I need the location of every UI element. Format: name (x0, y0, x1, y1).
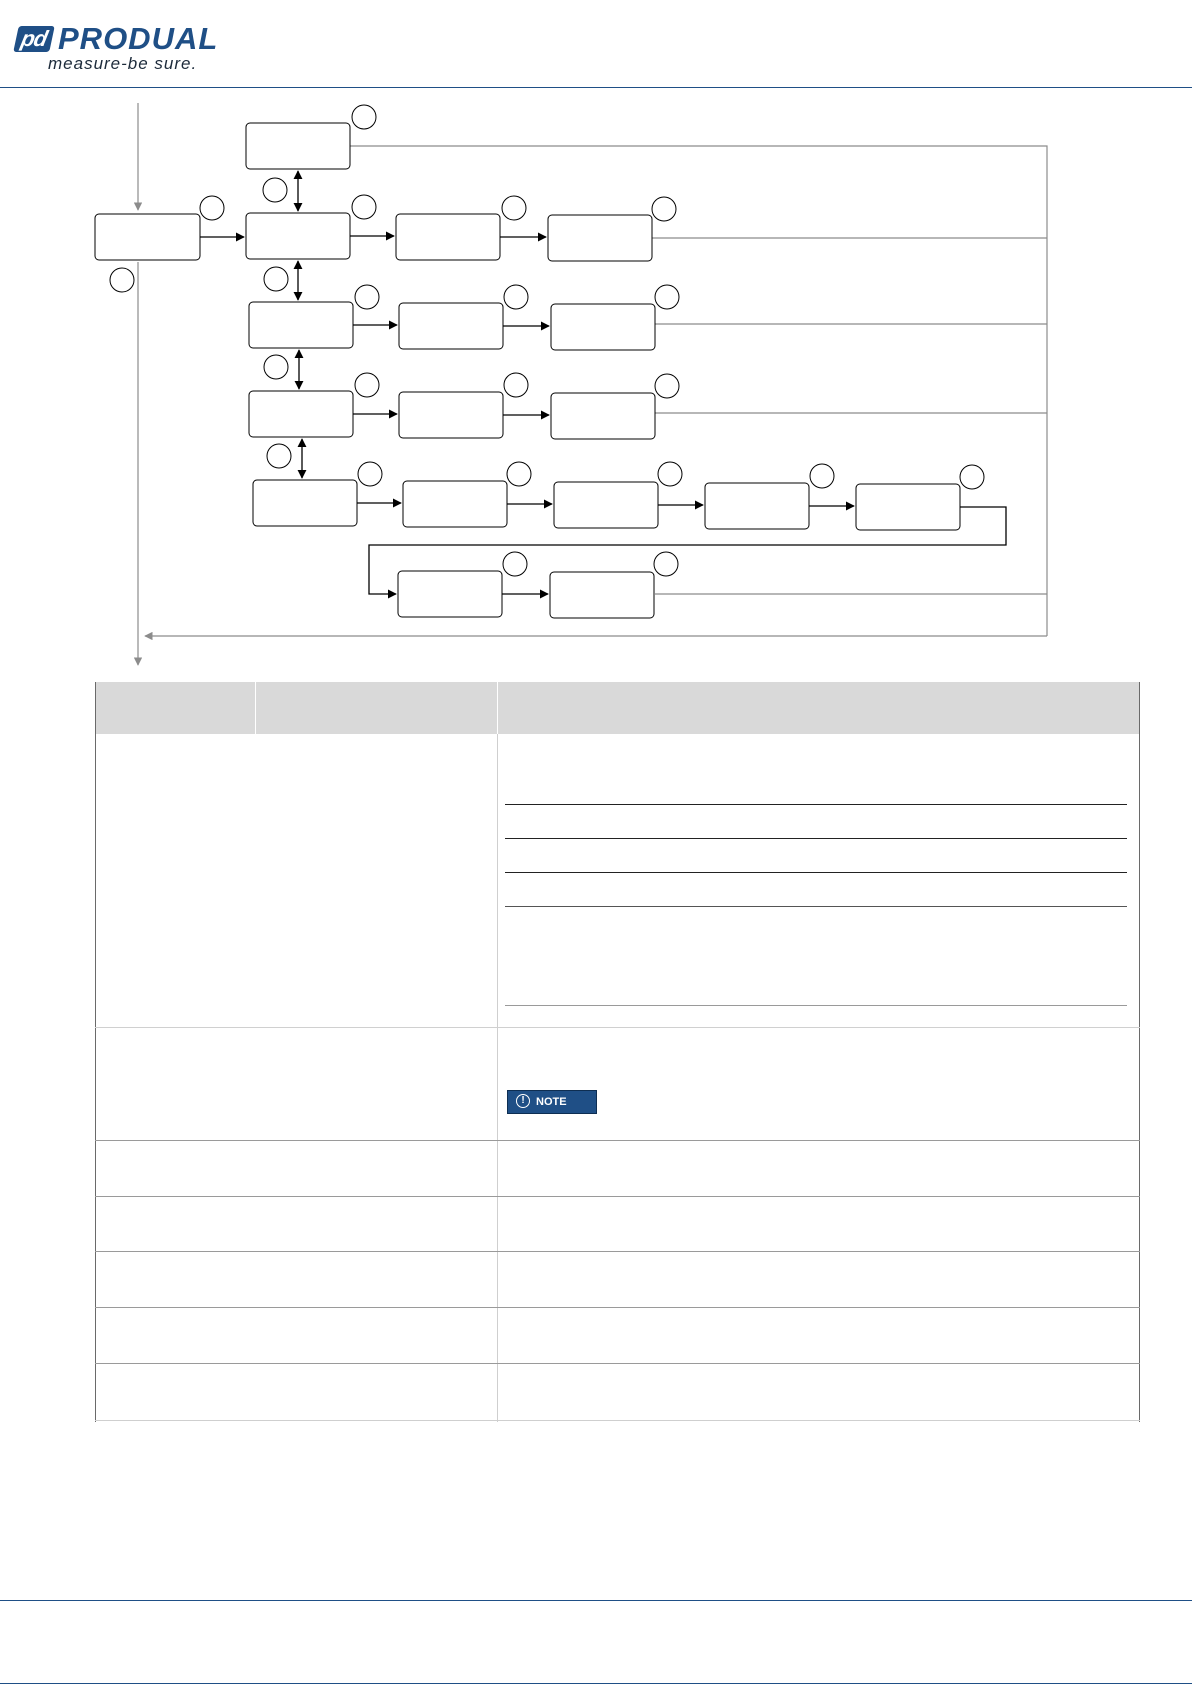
menu-box (554, 482, 658, 528)
menu-box (551, 304, 655, 350)
sub-row-rule (505, 872, 1127, 873)
menu-box (246, 123, 350, 169)
menu-box (398, 571, 502, 617)
callout-circle (267, 444, 291, 468)
callout-circle (503, 552, 527, 576)
table-row-rule (95, 1420, 1140, 1421)
table-row-rule (95, 1363, 1140, 1364)
table-row-rule (95, 1027, 1140, 1028)
table-row-rule (95, 1140, 1140, 1141)
footer-rule (0, 1600, 1192, 1601)
callout-circle (264, 355, 288, 379)
parameter-table (95, 682, 1140, 1422)
callout-circle (652, 197, 676, 221)
menu-box (856, 484, 960, 530)
table-header-separator (255, 682, 256, 734)
callout-circle (654, 552, 678, 576)
callout-circle (655, 374, 679, 398)
menu-box (249, 302, 353, 348)
logo-mark: pd (13, 26, 55, 52)
logo-brand: PRODUAL (58, 21, 219, 56)
menu-box (548, 215, 652, 261)
callout-circle (200, 196, 224, 220)
menu-flow-diagram (0, 95, 1192, 675)
exclamation-circle-icon: ! (516, 1094, 530, 1108)
table-header-row (95, 682, 1140, 734)
menu-box (253, 480, 357, 526)
note-badge (507, 1090, 597, 1114)
footer-rule-bottom (0, 1683, 1192, 1684)
table-row-rule (95, 1307, 1140, 1308)
callout-circle (960, 465, 984, 489)
header-rule (0, 87, 1192, 88)
page-header (0, 0, 1192, 88)
callout-circle (355, 285, 379, 309)
note-label: NOTE (536, 1096, 567, 1108)
callout-circle (352, 105, 376, 129)
callout-circle (504, 285, 528, 309)
menu-box (705, 483, 809, 529)
menu-box (403, 481, 507, 527)
logo-tagline: measure-be sure. (48, 54, 198, 73)
produal-logo (16, 22, 236, 74)
callout-circle (358, 462, 382, 486)
callout-circle (355, 373, 379, 397)
callout-circle (655, 285, 679, 309)
table-header-separator (497, 682, 498, 734)
menu-box (551, 393, 655, 439)
sub-row-rule (505, 804, 1127, 805)
menu-box (550, 572, 654, 618)
table-column-divider (497, 734, 498, 1422)
menu-boxes (95, 123, 960, 618)
callout-circle (502, 196, 526, 220)
callout-circle (352, 195, 376, 219)
table-row-rule (95, 1196, 1140, 1197)
table-border-left (95, 682, 96, 1422)
menu-box (246, 213, 350, 259)
menu-box (95, 214, 200, 260)
callout-circle (263, 178, 287, 202)
callout-circle (658, 462, 682, 486)
sub-row-rule (505, 838, 1127, 839)
menu-box (399, 303, 503, 349)
table-border-right (1139, 682, 1140, 1422)
callout-circle (110, 268, 134, 292)
menu-box (249, 391, 353, 437)
callout-circle (507, 462, 531, 486)
sub-row-rule (505, 1005, 1127, 1006)
menu-box (399, 392, 503, 438)
menu-box (396, 214, 500, 260)
callout-circle (504, 373, 528, 397)
callout-circle (810, 464, 834, 488)
sub-row-rule (505, 906, 1127, 907)
callout-circle (264, 267, 288, 291)
table-row-rule (95, 1251, 1140, 1252)
